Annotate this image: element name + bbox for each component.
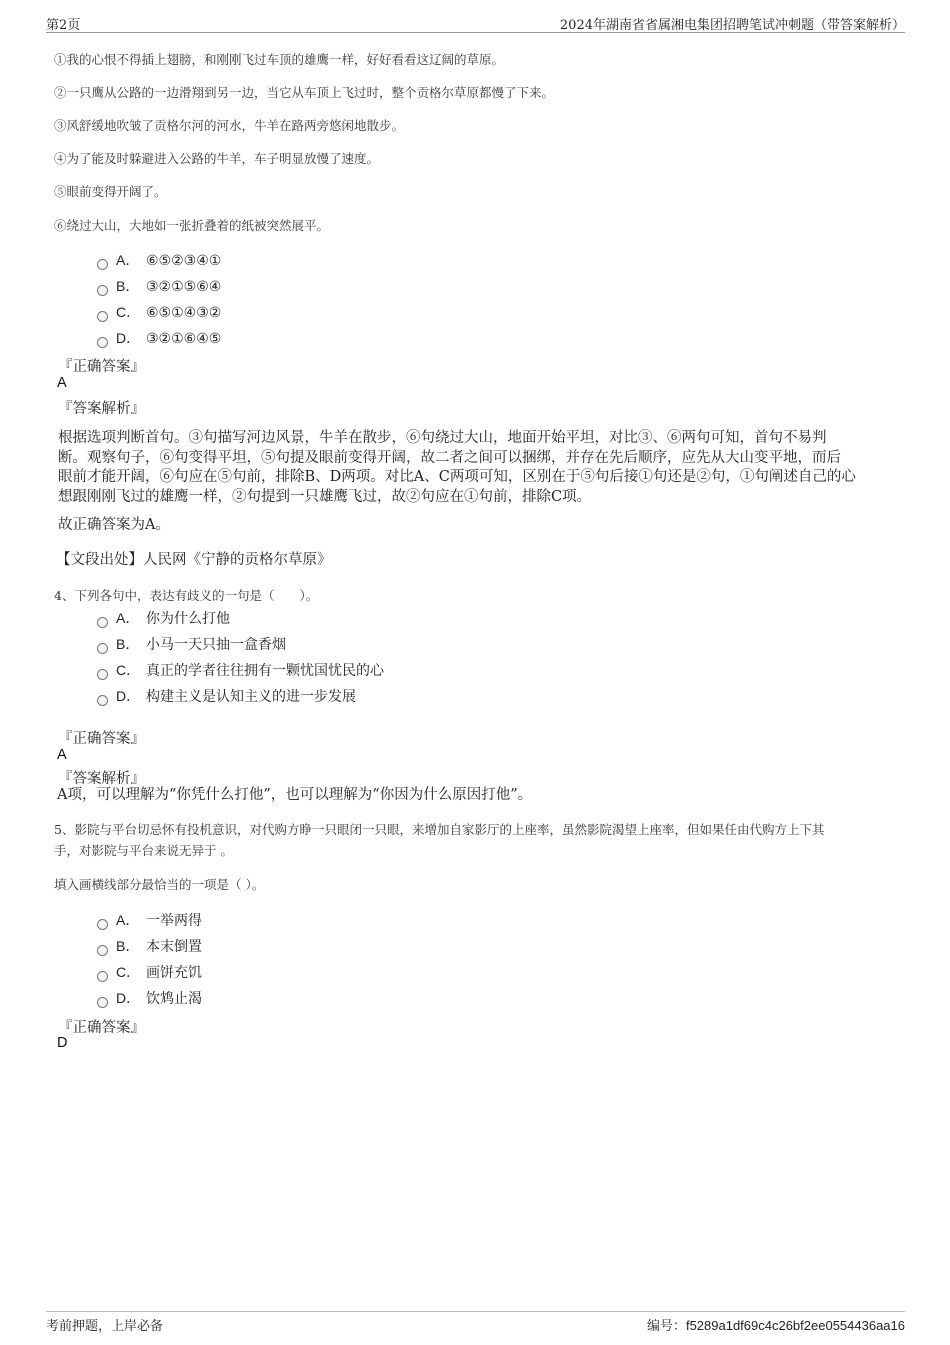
option-letter: B． [116,636,140,652]
q4-option-c[interactable] [97,660,384,680]
radio-icon[interactable] [97,311,108,322]
sentence-4: ④为了能及时躲避进入公路的牛羊，车子明显放慢了速度。 [54,151,380,166]
page-footer [46,1311,905,1334]
page-header [46,14,905,33]
option-text: 你为什么打他 [146,611,230,627]
code-label: 编号： [646,1319,686,1334]
option-text: ⑥⑤②③④① [146,253,222,269]
question-line: 手，对影院与平台来说无异于 。 [54,843,233,858]
q3-analysis-label: 『答案解析』 [58,401,145,417]
footer-slogan: 考前押题，上岸必备 [46,1319,164,1334]
option-text: 画饼充饥 [146,965,202,981]
q5-prompt: 填入画横线部分最恰当的一项是（ ）。 [54,877,265,892]
radio-icon[interactable] [97,643,108,654]
q3-answer: A [57,375,67,391]
q5-answer-label: 『正确答案』 [58,1020,145,1036]
option-text: 本末倒置 [146,939,202,955]
page-number: 第2页 [46,18,81,33]
option-text: 饮鸩止渴 [146,991,202,1007]
radio-icon[interactable] [97,337,108,348]
option-letter: A． [116,252,140,268]
radio-icon[interactable] [97,695,108,706]
q4-analysis-label: 『答案解析』 [58,771,145,787]
q5-answer: D [57,1035,68,1051]
option-letter: C． [116,662,141,678]
sentence-1: ①我的心恨不得插上翅膀，和刚刚飞过车顶的雄鹰一样，好好看看这辽阔的草原。 [54,52,505,67]
q4-answer-label: 『正确答案』 [58,731,145,747]
option-letter: D． [116,990,141,1006]
radio-icon[interactable] [97,259,108,270]
document-code [647,1315,905,1334]
option-letter: A． [116,610,140,626]
option-text: 构建主义是认知主义的进一步发展 [146,689,356,705]
option-text: ⑥⑤①④③② [146,305,222,321]
radio-icon[interactable] [97,617,108,628]
q3-option-d[interactable] [97,328,221,348]
q5-option-d[interactable] [97,988,202,1008]
q5-question [54,819,894,861]
q3-option-c[interactable] [97,302,221,322]
q3-conclusion: 故正确答案为A。 [58,517,170,533]
q4-answer: A [57,747,67,763]
analysis-line: 想跟刚刚飞过的雄鹰一样，②句提到一只雄鹰飞过，故②句应在①句前，排除C项。 [58,488,592,505]
analysis-line: 眼前才能开阔，⑥句应在⑤句前，排除B、D两项。对比A、C两项可知，区别在于⑤句后接①句还是②句，①句阐述自己的心 [58,469,856,485]
q4-option-a[interactable] [97,608,230,628]
radio-icon[interactable] [97,997,108,1008]
question-line: 5、影院与平台切忌怀有投机意识，对代购方睁一只眼闭一只眼，来增加自家影厅的上座率，虽然影院渴望上座率，但如果任由代购方上下其 [54,822,825,837]
radio-icon[interactable] [97,285,108,296]
q3-option-a[interactable] [97,250,221,270]
option-letter: B． [116,938,140,954]
option-text: ③②①⑤⑥④ [146,279,222,295]
option-letter: A． [116,912,140,928]
option-text: 真正的学者往往拥有一颗忧国忧民的心 [146,663,384,679]
option-letter: B． [116,278,140,294]
sentence-3: ③风舒缓地吹皱了贡格尔河的河水，牛羊在路两旁悠闲地散步。 [54,118,405,133]
analysis-line: 断。观察句子，⑥句变得平坦，⑤句提及眼前变得开阔，故二者之间可以捆绑，并存在先后顺序，应先从大山变平地，而后 [58,449,841,466]
option-letter: D． [116,330,141,346]
radio-icon[interactable] [97,945,108,956]
q4-option-b[interactable] [97,634,286,654]
q3-source: 【文段出处】人民网《宁静的贡格尔草原》 [56,552,332,568]
sentence-2: ②一只鹰从公路的一边滑翔到另一边，当它从车顶上飞过时，整个贡格尔草原都慢了下来。 [54,85,555,100]
q5-option-a[interactable] [97,910,202,930]
q4-option-d[interactable] [97,686,356,706]
option-text: ③②①⑥④⑤ [146,331,222,347]
sentence-5: ⑤眼前变得开阔了。 [54,184,167,199]
q3-analysis [58,429,896,507]
q5-option-b[interactable] [97,936,202,956]
option-text: 小马一天只抽一盒香烟 [146,637,286,653]
q3-answer-label: 『正确答案』 [58,359,145,375]
q3-option-b[interactable] [97,276,221,296]
sentence-6: ⑥绕过大山，大地如一张折叠着的纸被突然展平。 [54,218,330,233]
radio-icon[interactable] [97,669,108,680]
option-letter: C． [116,304,141,320]
option-letter: D． [116,688,141,704]
radio-icon[interactable] [97,919,108,930]
option-text: 一举两得 [146,913,202,929]
radio-icon[interactable] [97,971,108,982]
q4-analysis: A项，可以理解为“你凭什么打他”，也可以理解为“你因为什么原因打他”。 [57,787,533,803]
document-title: 2024年湖南省省属湘电集团招聘笔试冲刺题（带答案解析） [559,18,905,33]
option-letter: C． [116,964,141,980]
q4-question: 4、下列各句中，表达有歧义的一句是（ ）。 [54,588,319,603]
analysis-line: 根据选项判断首句。③句描写河边风景，牛羊在散步，⑥句绕过大山，地面开始平坦，对比③、⑥两句可知，首句不易判 [58,430,827,446]
code-value: f5289a1df69c4c26bf2ee0554436aa16 [685,1318,905,1333]
q5-option-c[interactable] [97,962,202,982]
